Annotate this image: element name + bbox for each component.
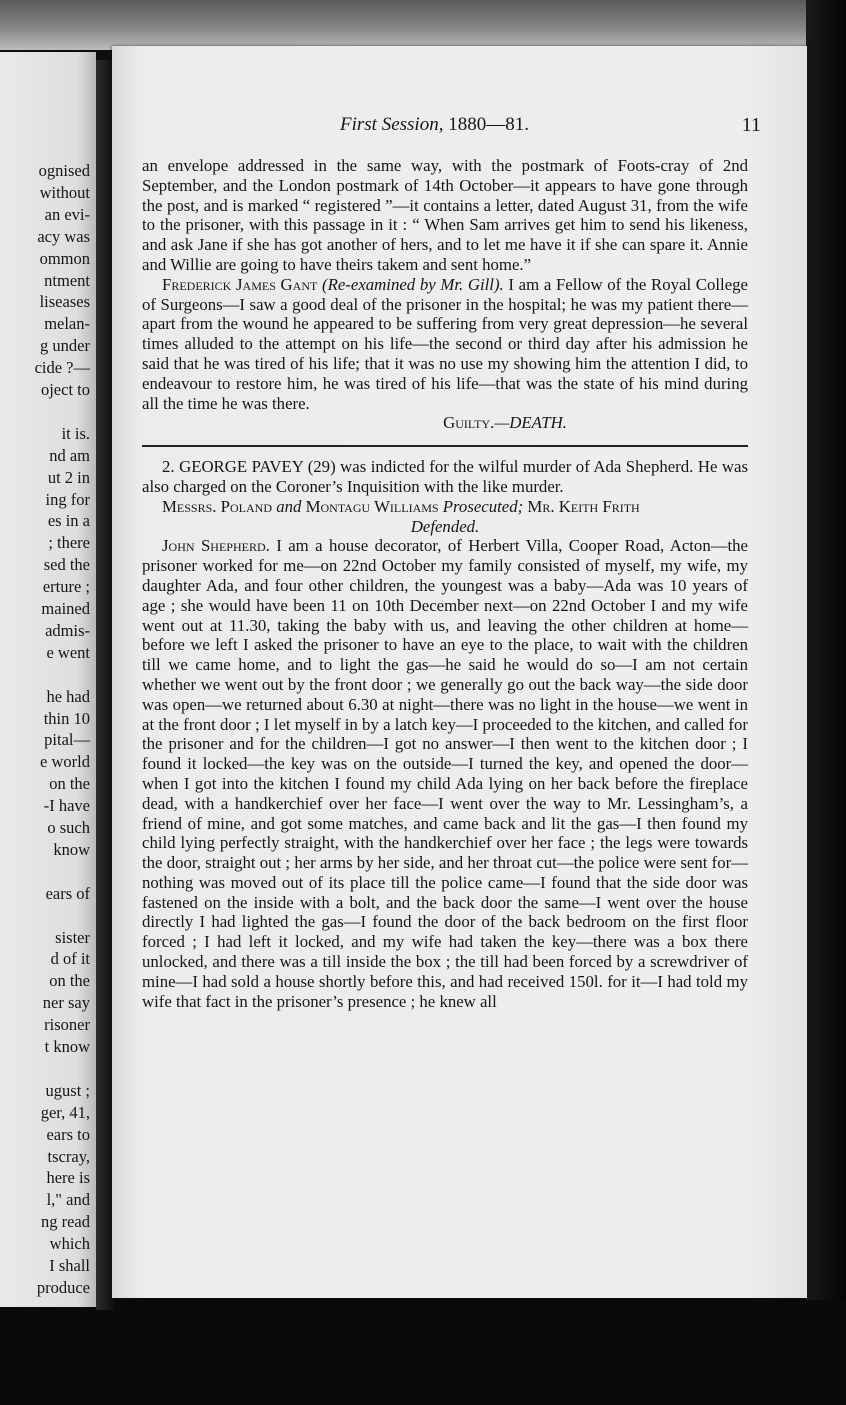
previous-page-line: it is.: [61, 423, 90, 443]
previous-page-line: ears to: [46, 1124, 90, 1144]
verdict-guilty: Guilty.: [443, 413, 495, 433]
witness-name-gant: Frederick James Gant: [162, 274, 318, 294]
previous-page-line: e world: [40, 752, 90, 772]
previous-page-line: thin 10: [43, 708, 90, 728]
verdict-death: —DEATH.: [494, 413, 567, 433]
previous-page-line: sister: [55, 927, 90, 947]
prosecution-counsel: Messrs. Poland: [162, 496, 272, 516]
previous-page-line: -I have: [43, 796, 90, 816]
previous-page-line: g under: [40, 336, 90, 356]
session-title: First Session,: [340, 114, 444, 135]
previous-page-line: ; there: [48, 533, 90, 553]
previous-page-line: erture ;: [42, 577, 90, 597]
previous-page-line: cide ?—: [34, 358, 90, 378]
previous-page-line: l," and: [46, 1190, 90, 1210]
scan-top-margin: [0, 0, 846, 50]
previous-page-line: t know: [44, 1037, 90, 1056]
witness-name-shepherd: John Shepherd.: [162, 536, 270, 556]
defended-label: Defended.: [410, 516, 480, 536]
previous-page-line: oject to: [40, 380, 90, 399]
page-body: [142, 156, 748, 1011]
previous-page-line: admis-: [45, 620, 90, 640]
shepherd-testimony: I am a house decorator, of Herbert Villa, Cooper Road, Acton—the prisoner worked for me—on 22nd October my family consisted of myself, my wife, my daughter Ada, and four other children, the youngest was a baby—Ada was 10 years of age ; she would have been 11 on 10th December next—on 22nd October I and my wife went out at 11.30, taking the baby with us, and leaving the other children at home—before we left I asked the prisoner to have an eye to the place, to wait with the children till we came home, and to light the gas—he said he would do so—I am not certain whether we went out by the front door ; we generally go out the back way—the side door was open—we returned about 6.30 at night—there was no light in the house—we went in at the front door ; I let myself in by a latch key—I proceeded to the kitchen, and called for the prisoner and for the children—I got no answer—I then went to the kitchen door ; I found it locked—the key was on the outside—I turned the key, and opened the door—when I got into the kitchen I found my child Ada lying on her back before the fireplace dead, with a handkerchief over her face—I went over the way to Mr. Lessingham’s, a friend of mine, and got some matches, and came back and lit the gas—I then found my child lying perfectly straight, with the handkerchief over her face ; the legs were towards the door, straight out ; her arms by her side, and her throat cut—the police were sent for—nothing was moved out of its place till the police came—I found that the side door was fastened on the inside with a bolt, and the back door the same—I went over the house directly I had lighted the gas—I found the door of the back bedroom on the first floor forced ; I had left it locked, and my wife had taken the key—there was a box there unlocked, and there was a till inside the box ; the till had been forced by a screwdriver of mine—I had sold a house shortly before this, and had received 150l. for it—I had told my wife that fact in the prisoner’s presence ; he knew all: [142, 536, 748, 1011]
paragraph-gant: [142, 275, 748, 414]
previous-page-line: ntment: [44, 270, 90, 290]
paragraph-envelope: an envelope addressed in the same way, with the postmark of Foots-cray of 2nd September, and the London postmark of 14th October—it appears to have gone through the post, and is marked “ registered ”—it contains a letter, dated August 31, from the wife to the prisoner, with this passage in it : “ When Sam arrives get him to send his likeness, and ask Jane if she has got another of hers, and to let me have it if she can spare it. Annie and Willie are going to have theirs takem and sent home.”: [142, 156, 748, 274]
scan-bottom-margin: [0, 1300, 846, 1405]
previous-page-line: ugust ;: [45, 1080, 90, 1100]
previous-page-line: without: [39, 182, 90, 202]
previous-page-edge: [0, 52, 96, 1307]
prosecution-counsel-2: Montagu Williams: [305, 496, 439, 516]
previous-page-line: he had: [46, 686, 90, 706]
examination-note: (Re-examined by Mr. Gill).: [322, 274, 504, 294]
previous-page-line: on the: [49, 971, 90, 991]
previous-page-line: here is: [46, 1168, 90, 1188]
prosecuted-label: Prosecuted;: [438, 496, 524, 516]
previous-page-line: sed the: [43, 555, 90, 575]
previous-page-line: ognised: [38, 161, 90, 180]
previous-page-line: e went: [46, 642, 90, 662]
section-divider: [142, 445, 748, 447]
previous-page-line: acy was: [37, 226, 90, 246]
page-number: 11: [741, 114, 761, 136]
previous-page-line: melan-: [44, 314, 90, 334]
previous-page-line: ger, 41,: [40, 1102, 90, 1122]
paragraph-shepherd: [142, 536, 748, 1011]
previous-page-line: es in a: [47, 511, 90, 531]
counsel-and: and: [272, 496, 306, 516]
verdict: [142, 413, 748, 433]
session-years: 1880—81.: [443, 114, 529, 135]
previous-page-line: ommon: [39, 248, 90, 268]
previous-page-line: d of it: [50, 949, 90, 969]
previous-page-line: pital—: [44, 730, 90, 750]
page: [112, 46, 807, 1298]
previous-page-line: tscray,: [47, 1146, 90, 1166]
previous-page-line: ng read: [40, 1212, 90, 1232]
defence-counsel: Mr. Keith Frith: [523, 496, 640, 516]
gant-testimony: I am a Fellow of the Royal College of Surgeons—I saw a good deal of the prisoner in the hospital; he was my patient there—apart from the wound he appeared to be suffering from very great depression—he several times alluded to the attempt on his life—the second or third day after his admission he said that he was tired of his life; that it was no use my showing him the attention I did, to endeavour to restore him, he was tired of his life—that was the state of his mind during all the time he was there.: [142, 274, 748, 413]
previous-page-line: I shall: [49, 1256, 90, 1275]
running-head: [112, 114, 807, 140]
previous-page-line: which: [49, 1234, 90, 1254]
previous-page-line: risoner: [44, 1015, 90, 1035]
previous-page-line: mained: [41, 599, 90, 618]
previous-page-line: liseases: [39, 292, 90, 312]
previous-page-line: know: [53, 839, 90, 859]
running-title: [340, 114, 529, 136]
previous-page-line: on the: [49, 774, 90, 794]
previous-page-line: ner say: [42, 993, 90, 1013]
previous-page-line: ut 2 in: [47, 467, 90, 487]
previous-page-line: an evi-: [44, 204, 90, 224]
previous-page-line: o such: [47, 818, 90, 837]
previous-page-line: nd am: [49, 445, 90, 465]
paragraph-counsel: [142, 497, 748, 517]
previous-page-line: produce: [36, 1277, 90, 1297]
previous-page-line: ing for: [45, 489, 90, 509]
previous-page-line: ears of: [45, 883, 90, 903]
scan-right-margin: [806, 0, 846, 1405]
paragraph-case: 2. GEORGE PAVEY (29) was indicted for the wilful murder of Ada Shepherd. He was also charged on the Coroner’s Inquisition with the like murder.: [142, 457, 748, 496]
